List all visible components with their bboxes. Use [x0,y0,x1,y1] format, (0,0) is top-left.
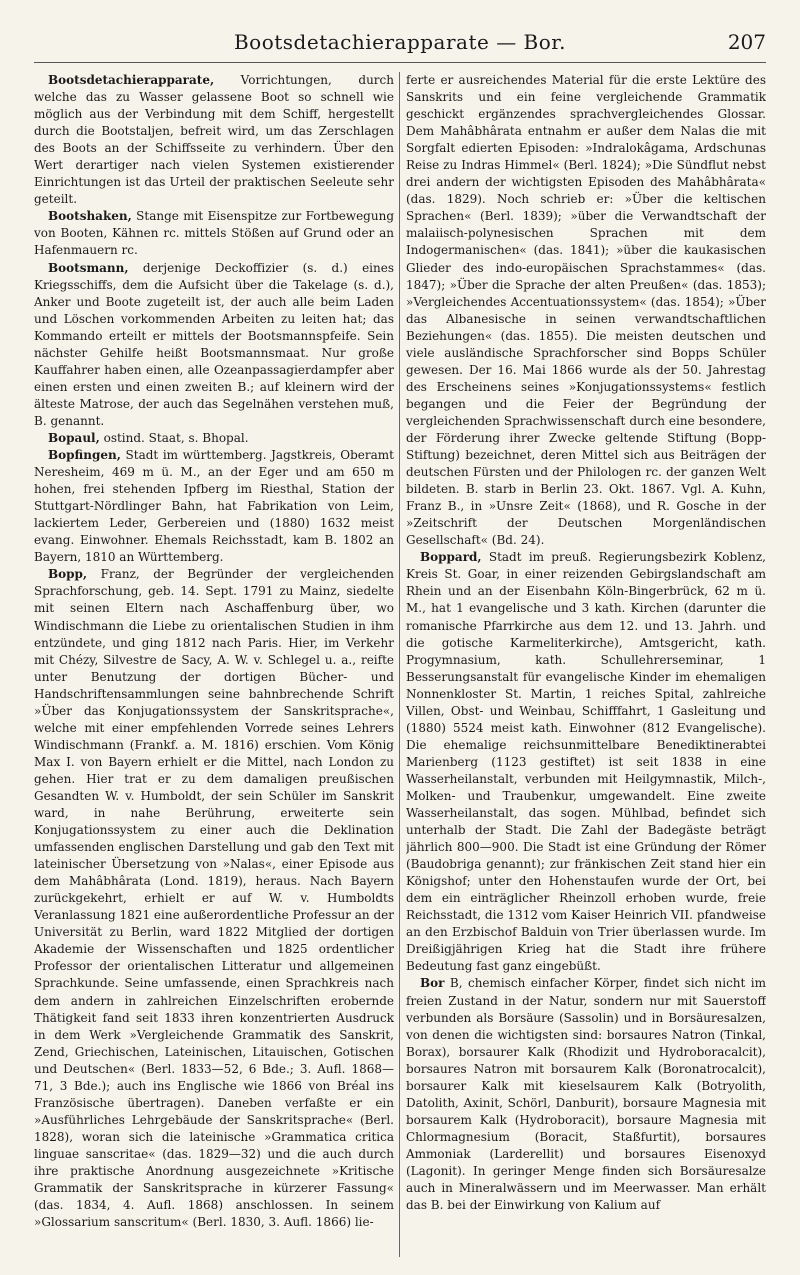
entry-text: Stadt im württemberg. Jagstkreis, Oberamt Neresheim, 469 m ü. M., an der Eger und am 650 m hohen, frei stehenden Ipfberg im Riesthal, Station der Stuttgart-Nördlinger Bahn, hat Fabrikation von Leim, lackiertem Leder, Gerbereien und (1880) 1632 meist evang. Einwohner. Ehemals Reichsstadt, kam B. 1802 an Bayern, 1810 an Württemberg. [34,448,394,565]
entry-boppard [406,549,766,975]
entry-headword: Bootshaken, [48,209,132,224]
entry-bootshaken [34,208,394,259]
entry-headword: Bopp, [48,567,88,582]
entry-text: Franz, der Begründer der vergleichenden Sprachforschung, geb. 14. Sept. 1791 zu Mainz, siedelte mit seinen Eltern nach Aschaffenburg über, wo Windischmann die Liebe zu orientalischen Studien in ihm entzündete, und ging 1812 nach Paris. Hier, im Verkehr mit Chézy, Silvestre de Sacy, A. W. v. Schlegel u. a., reifte unter Benutzung der dortigen Bücher- und Handschriftensammlungen seine bahnbrechende Schrift »Über das Konjugationssystem der Sanskritsprache«, welche mit einer empfehlenden Vorrede seines Lehrers Windischmann (Frankf. a. M. 1816) erschien. Vom König Max I. von Bayern erhielt er die Mittel, nach London zu gehen. Hier trat er zu dem damaligen preußischen Gesandten W. v. Humboldt, der sein Schüler im Sanskrit ward, in nahe Berührung, erweiterte sein Konjugationssystem zu einer auch die Deklination umfassenden englischen Darstellung und gab den Text mit lateinischer Übersetzung von »Nalas«, einer Episode aus dem Mahâbhârata (Lond. 1819), heraus. Nach Bayern zurückgekehrt, erhielt er auf W. v. Humboldts Veranlassung 1821 eine außerordentliche Professur an der Universität zu Berlin, ward 1822 Mitglied der dortigen Akademie der Wissenschaften und 1825 ordentlicher Professor der orientalischen Litteratur und allgemeinen Sprachkunde. Seine umfassende, einen Sprachkreis nach dem andern in zahlreichen Einzelschriften erobernde Thätigkeit fand seit 1833 ihren konzentrierten Ausdruck in dem Werk »Vergleichende Grammatik des Sanskrit, Zend, Griechischen, Lateinischen, Litauischen, Gotischen und Deutschen« (Berl. 1833—52, 6 Bde.; 3. Aufl. 1868—71, 3 Bde.); auch ins Englische wie 1866 von Bréal ins Französische übertragen). Daneben verfaßte er ein »Ausführliches Lehrgebäude der Sanskritsprache« (Berl. 1828), woran sich die lateinische »Grammatica critica linguae sanscritae« (das. 1829—32) und die auch durch ihre praktische Anordnung ausgezeichnete »Kritische Grammatik der Sanskritsprache in kürzerer Fassung« (das. 1834, 4. Aufl. 1868) anschlossen. In seinem »Glossarium sanscritum« (Berl. 1830, 3. Aufl. 1866) lie- [34,567,394,1230]
entry-text: Vorrichtungen, durch welche das zu Wasser gelassene Boot so schnell wie möglich aus der Verbindung mit dem Schiff, hergestellt durch die Bootstaljen, befreit wird, um das Zerschlagen des Boots an der Schiffsseite zu verhindern. Über den Wert derartiger nach vielen Systemen existierender Einrichtungen ist das Urteil der praktischen Seeleute sehr geteilt. [34,73,394,207]
running-title: Bootsdetachierapparate — Bor. [233,30,567,54]
entry-text: B, chemisch einfacher Körper, findet sich nicht im freien Zustand in der Natur, sondern nur mit Sauerstoff verbunden als Borsäure (Sassolin) und in Borsäuresalzen, von denen die wichtigsten sind: borsaures Natron (Tinkal, Borax), borsaurer Kalk (Rhodizit und Hydroboracalcit), borsaures Natron mit borsaurem Kalk (Boronatrocalcit), borsaurer Kalk mit kieselsaurem Kalk (Botryolith, Datolith, Axinit, Schörl, Danburit), borsaure Magnesia mit borsaurem Kalk (Hydroboracit), borsaure Magnesia mit Chlormagnesium (Boracit, Staßfurtit), borsaures Ammoniak (Larderellit) und borsaures Eisenoxyd (Lagonit). In geringer Menge finden sich Borsäuresalze auch in Mineralwässern und im Meerwasser. Man erhält das B. bei der Einwirkung von Kalium auf [406,976,766,1213]
left-column [34,72,394,1257]
entry-bor [406,975,766,1214]
entry-text: ferte er ausreichendes Material für die erste Lektüre des Sanskrits und ein feine vergleichende Grammatik geschickt ergänzendes sprachvergleichendes Glossar. Dem Mahâbhârata entnahm er außer dem Nalas die mit Sorgfalt edierten Episoden: »Indralokâgama, Ardschunas Reise zu Indras Himmel« (Berl. 1824); »Die Sündflut nebst drei andern der wichtigsten Episoden des Mahâbhârata« (das. 1829). Noch schrieb er: »Über die keltischen Sprachen« (Berl. 1839); »über die Verwandtschaft der malaiisch-polynesischen Sprachen mit dem Indogermanischen« (das. 1841); »über die kaukasischen Glieder des indo-europäischen Sprachstammes« (das. 1847); »Über die Sprache der alten Preußen« (das. 1853); »Vergleichendes Accentuationssystem« (das. 1854); »Über das Albanesische in seinen verwandtschaftlichen Beziehungen« (das. 1855). Die meisten deutschen und viele ausländische Sprachforscher sind Bopps Schüler gewesen. Der 16. Mai 1866 wurde als der 50. Jahrestag des Erscheinens seines »Konjugationssystems« festlich begangen und die Feier der Begründung der vergleichenden Sprachwissenschaft durch eine besondere, der Förderung ihrer Zwecke geltende Stiftung (Bopp-Stiftung) bezeichnet, deren Mittel sich aus Beiträgen der deutschen Fürsten und der Philologen rc. der ganzen Welt bildeten. B. starb in Berlin 23. Okt. 1867. Vgl. A. Kuhn, Franz B., in »Unsre Zeit« (1868), und R. Gosche in der »Zeitschrift der Deutschen Morgenländischen Gesellschaft« (Bd. 24). [406,73,766,548]
entry-headword: Bopaul, [48,430,100,445]
entry-bootsdetachierapparate [34,72,394,208]
page-header [34,28,766,63]
entry-bopfingen [34,447,394,566]
entry-headword: Bootsmann, [48,260,129,275]
entry-headword: Bor [420,976,445,991]
entry-headword: Bopfingen, [48,448,121,463]
entry-bopaul [34,430,394,447]
entry-headword: Boppard, [420,550,482,565]
entry-text: Stadt im preuß. Regierungsbezirk Koblenz, Kreis St. Goar, in einer reizenden Gebirgslandschaft am Rhein und an der Eisenbahn Köln-Bingerbrück, 62 m ü. M., hat 1 evangelische und 3 kath. Kirchen (darunter die romanische Pfarrkirche aus dem 12. und 13. Jahrh. und die gotische Karmeliterkirche), Amtsgericht, kath. Progymnasium, kath. Schullehrerseminar, 1 Besserungsanstalt für evangelische Kinder im ehemaligen Nonnenkloster St. Martin, 1 reiches Spital, zahlreiche Villen, Obst- und Weinbau, Schifffahrt, 1 Gasleitung und (1880) 5524 meist kath. Einwohner (812 Evangelische). Die ehemalige reichsunmittelbare Benediktinerabtei Marienberg (1123 gestiftet) ist seit 1838 in eine Wasserheilanstalt, verbunden mit Heilgymnastik, Milch-, Molken- und Traubenkur, umgewandelt. Eine zweite Wasserheilanstalt, das sogen. Mühlbad, befindet sich unterhalb der Stadt. Die Zahl der Badegäste beträgt jährlich 800—900. Die Stadt ist eine Gründung der Römer (Baudobriga genannt); zur fränkischen Zeit stand hier ein Königshof; unter den Hohenstaufen wurde der Ort, bei dem ein einträglicher Rheinzoll erhoben wurde, freie Reichsstadt, die 1312 vom Kaiser Heinrich VII. pfandweise an den Erzbischof Balduin von Trier überlassen wurde. Im Dreißigjährigen Krieg hat die Stadt ihre frühere Bedeutung fast ganz eingebüßt. [406,550,766,974]
entry-bopp [34,566,394,1231]
entry-bootsmann [34,260,394,430]
entry-text: Stange mit Eisenspitze zur Fortbewegung von Booten, Kähnen rc. mittels Stößen auf Grund oder an Hafenmauern rc. [34,209,394,258]
text-columns [34,72,766,1257]
column-divider [399,72,400,1257]
right-column [406,72,766,1257]
entry-headword: Bootsdetachierapparate, [48,73,215,87]
entry-text: derjenige Deckoffizier (s. d.) eines Kriegsschiffs, dem die Aufsicht über die Takelage (s. d.), Anker und Boote zugeteilt ist, der auch alle beim Laden und Löschen vorkommenden Arbeiten zu leiten hat; das Kommando erteilt er mittels der Bootsmannspfeife. Sein nächster Gehilfe heißt Bootsmannsmaat. Nur große Kauffahrer haben einen, alle Ozeanpassagierdampfer aber einen ersten und einen zweiten B.; auf kleinern wird der älteste Matrose, der auch das Segelnähen verstehen muß, B. genannt. [34,260,394,428]
page-number: 207 [727,30,766,54]
entry-bopp-continued [406,72,766,549]
entry-text: ostind. Staat, s. Bhopal. [99,430,249,445]
